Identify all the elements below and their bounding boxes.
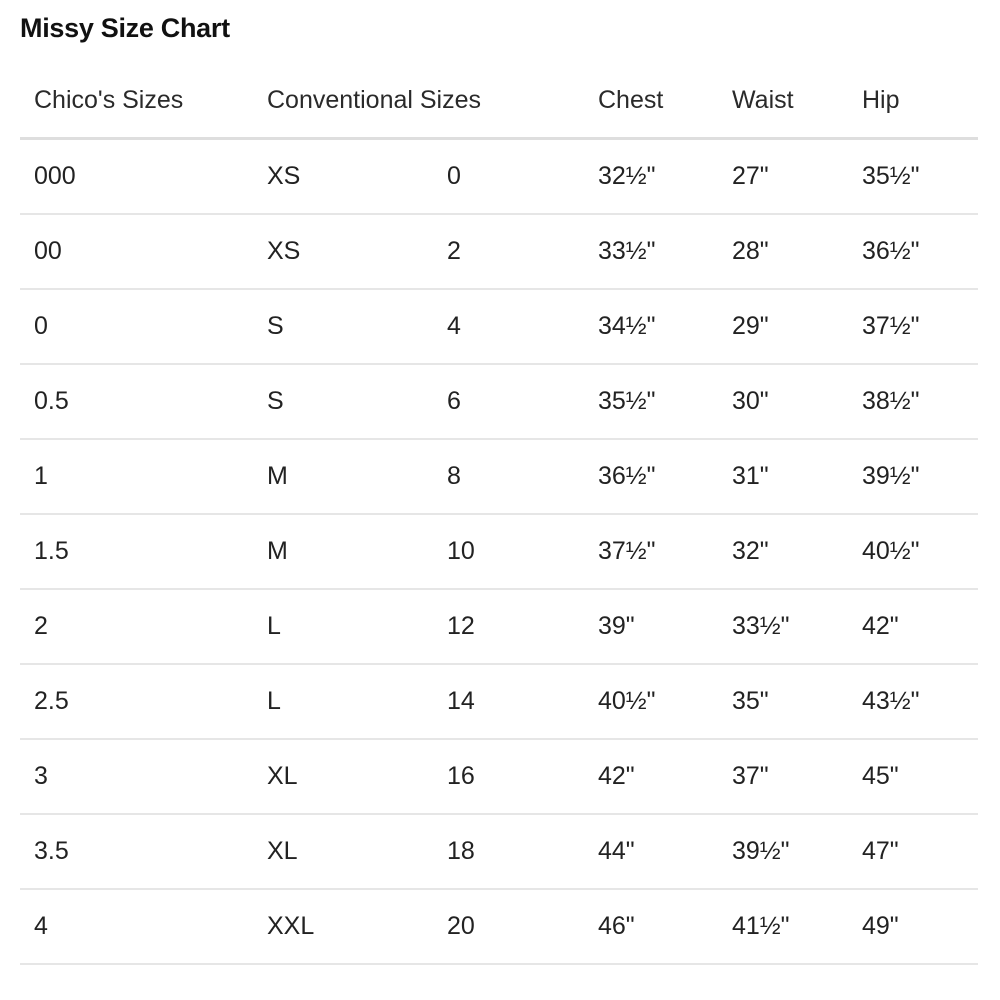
cell-chest: 34½": [598, 312, 656, 340]
cell-chest: 36½": [598, 462, 656, 490]
cell-waist: 37": [732, 762, 769, 790]
table-row: [20, 440, 978, 515]
table-row: [20, 215, 978, 290]
cell-conventional-number: 10: [447, 537, 475, 565]
header-chest: Chest: [598, 85, 664, 114]
cell-chicos-size: 0: [34, 312, 48, 340]
cell-conventional-letter: XL: [267, 837, 298, 865]
cell-conventional-number: 20: [447, 912, 475, 940]
cell-conventional-letter: L: [267, 612, 281, 640]
cell-waist: 41½": [732, 912, 790, 940]
cell-conventional-letter: S: [267, 312, 284, 340]
cell-waist: 33½": [732, 612, 790, 640]
header-chicos-sizes: Chico's Sizes: [34, 85, 184, 114]
table-row: [20, 590, 978, 665]
header-waist: Waist: [732, 85, 794, 114]
cell-hip: 35½": [862, 162, 920, 190]
header-hip: Hip: [862, 85, 900, 114]
cell-conventional-number: 8: [447, 462, 461, 490]
cell-chicos-size: 4: [34, 912, 48, 940]
cell-chicos-size: 2.5: [34, 687, 69, 715]
cell-chicos-size: 3: [34, 762, 48, 790]
cell-conventional-number: 14: [447, 687, 475, 715]
cell-chest: 33½": [598, 237, 656, 265]
cell-waist: 31": [732, 462, 769, 490]
page-title: Missy Size Chart: [20, 13, 230, 43]
cell-chicos-size: 000: [34, 162, 76, 190]
table-row: [20, 740, 978, 815]
cell-conventional-number: 12: [447, 612, 475, 640]
cell-hip: 47": [862, 837, 899, 865]
table-row: [20, 890, 978, 965]
cell-waist: 30": [732, 387, 769, 415]
cell-chest: 37½": [598, 537, 656, 565]
cell-conventional-letter: M: [267, 462, 288, 490]
table-row: [20, 515, 978, 590]
cell-hip: 36½": [862, 237, 920, 265]
cell-conventional-number: 0: [447, 162, 461, 190]
cell-waist: 29": [732, 312, 769, 340]
cell-waist: 35": [732, 687, 769, 715]
table-header-row: [20, 63, 978, 140]
cell-conventional-letter: XXL: [267, 912, 315, 940]
cell-chest: 40½": [598, 687, 656, 715]
cell-chest: 46": [598, 912, 635, 940]
table-row: [20, 140, 978, 215]
cell-waist: 32": [732, 537, 769, 565]
cell-hip: 42": [862, 612, 899, 640]
cell-chest: 35½": [598, 387, 656, 415]
cell-conventional-number: 6: [447, 387, 461, 415]
cell-chest: 42": [598, 762, 635, 790]
cell-hip: 49": [862, 912, 899, 940]
cell-waist: 27": [732, 162, 769, 190]
cell-chicos-size: 0.5: [34, 387, 69, 415]
cell-chicos-size: 1.5: [34, 537, 69, 565]
cell-chest: 39": [598, 612, 635, 640]
cell-hip: 40½": [862, 537, 920, 565]
cell-waist: 28": [732, 237, 769, 265]
cell-hip: 38½": [862, 387, 920, 415]
table-row: [20, 290, 978, 365]
cell-conventional-letter: M: [267, 537, 288, 565]
cell-chicos-size: 2: [34, 612, 48, 640]
cell-hip: 37½": [862, 312, 920, 340]
cell-chest: 44": [598, 837, 635, 865]
cell-hip: 43½": [862, 687, 920, 715]
cell-chicos-size: 00: [34, 237, 62, 265]
cell-conventional-number: 2: [447, 237, 461, 265]
table-row: [20, 665, 978, 740]
cell-chicos-size: 1: [34, 462, 48, 490]
cell-conventional-letter: XS: [267, 162, 301, 190]
cell-hip: 45": [862, 762, 899, 790]
size-chart-table: [20, 63, 978, 965]
cell-chest: 32½": [598, 162, 656, 190]
cell-conventional-number: 4: [447, 312, 461, 340]
table-row: [20, 815, 978, 890]
cell-hip: 39½": [862, 462, 920, 490]
cell-conventional-letter: S: [267, 387, 284, 415]
cell-conventional-letter: L: [267, 687, 281, 715]
cell-waist: 39½": [732, 837, 790, 865]
header-conventional-sizes: Conventional Sizes: [267, 85, 482, 114]
table-body: [20, 140, 978, 965]
cell-conventional-number: 18: [447, 837, 475, 865]
cell-conventional-letter: XL: [267, 762, 298, 790]
cell-conventional-letter: XS: [267, 237, 301, 265]
cell-chicos-size: 3.5: [34, 837, 69, 865]
cell-conventional-number: 16: [447, 762, 475, 790]
table-row: [20, 365, 978, 440]
